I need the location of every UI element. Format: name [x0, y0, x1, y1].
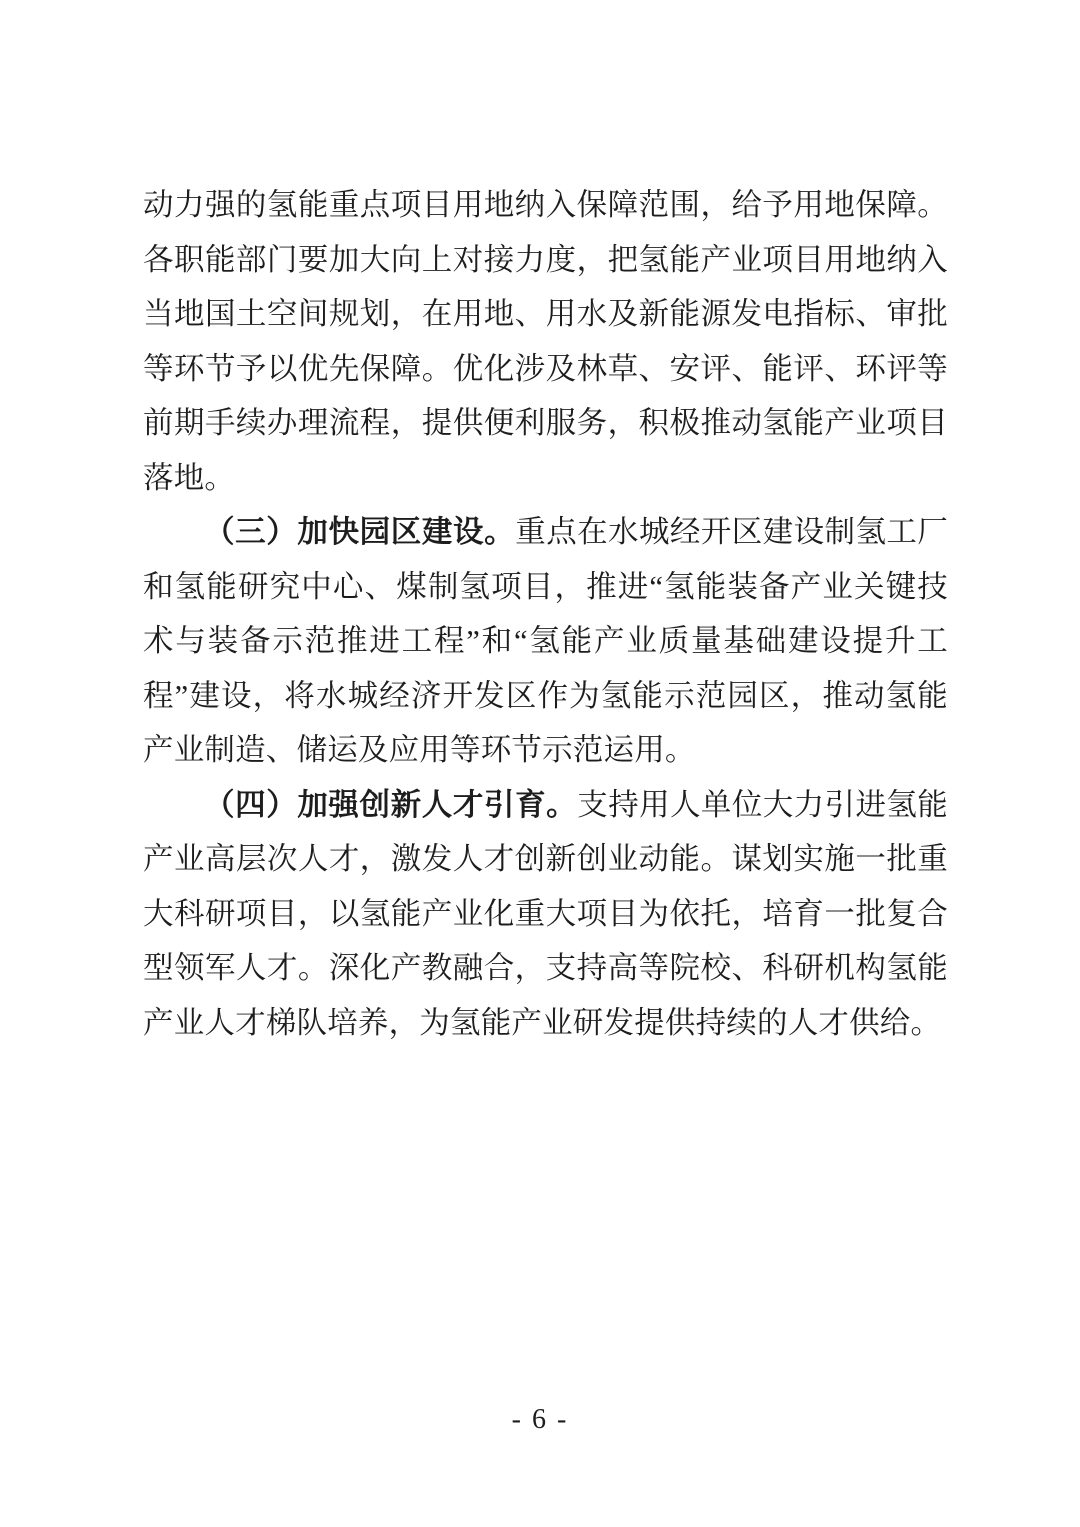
- paragraph-section-four-heading: （四）加强创新人才引育。: [204, 787, 578, 822]
- paragraph-continued: [143, 178, 948, 505]
- document-body: [143, 178, 948, 1050]
- paragraph-section-three-text: 重点在水城经开区建设制氢工厂和氢能研究中心、煤制氢项目，推进“氢能装备产业关键技术与装备示范推进工程”和“氢能产业质量基础建设提升工程”建设，将水城经济开发区作为氢能示范园区，推动氢能产业制造、储运及应用等环节示范运用。: [143, 515, 948, 767]
- paragraph-section-three: [143, 505, 948, 778]
- paragraph-section-three-heading: （三）加快园区建设。: [204, 515, 516, 549]
- paragraph-section-four-text: 支持用人单位大力引进氢能产业高层次人才，激发人才创新创业动能。谋划实施一批重大科研项目，以氢能产业化重大项目为依托，培育一批复合型领军人才。深化产教融合，支持高等院校、科研机构氢能产业人才梯队培养，为氢能产业研发提供持续的人才供给。: [143, 787, 948, 1040]
- page-number: - 6 -: [511, 1404, 569, 1435]
- paragraph-section-four: [143, 778, 948, 1051]
- paragraph-continued-text: 动力强的氢能重点项目用地纳入保障范围，给予用地保障。各职能部门要加大向上对接力度，把氢能产业项目用地纳入当地国土空间规划，在用地、用水及新能源发电指标、审批等环节予以优先保障。优化涉及林草、安评、能评、环评等前期手续办理流程，提供便利服务，积极推动氢能产业项目落地。: [143, 188, 948, 495]
